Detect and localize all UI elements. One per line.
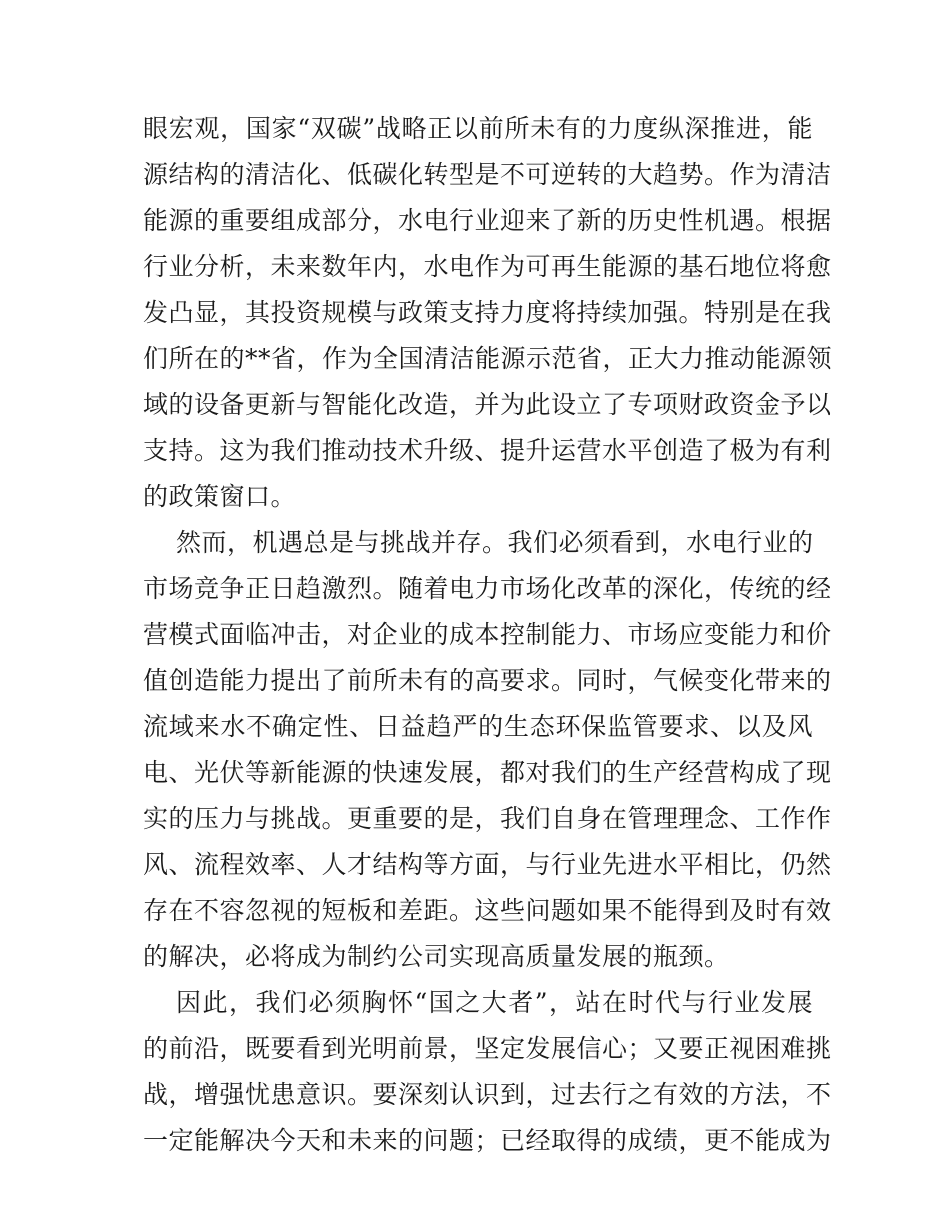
text-line: 营模式面临冲击，对企业的成本控制能力、市场应变能力和价	[143, 620, 832, 649]
paragraph-3	[143, 980, 832, 1164]
text-line: 域的设备更新与智能化改造，并为此设立了专项财政资金予以	[143, 390, 832, 419]
text-line: 因此，我们必须胸怀“国之大者”，站在时代与行业发展	[176, 988, 813, 1017]
text-line: 的解决，必将成为制约公司实现高质量发展的瓶颈。	[143, 942, 730, 971]
text-line: 眼宏观，国家“双碳”战略正以前所未有的力度纵深推进，能	[143, 114, 813, 143]
text-line: 风、流程效率、人才结构等方面，与行业先进水平相比，仍然	[143, 850, 832, 879]
paragraph-2	[143, 520, 832, 980]
text-line: 战，增强忧患意识。要深刻认识到，过去行之有效的方法，不	[143, 1080, 832, 1109]
text-line: 行业分析，未来数年内，水电作为可再生能源的基石地位将愈	[143, 252, 832, 281]
text-line: 的政策窗口。	[143, 482, 297, 511]
text-line: 市场竞争正日趋激烈。随着电力市场化改革的深化，传统的经	[143, 574, 832, 603]
text-line: 们所在的**省，作为全国清洁能源示范省，正大力推动能源领	[143, 344, 833, 373]
text-line: 存在不容忽视的短板和差距。这些问题如果不能得到及时有效	[143, 896, 832, 925]
text-line: 能源的重要组成部分，水电行业迎来了新的历史性机遇。根据	[143, 206, 832, 235]
text-line: 发凸显，其投资规模与政策支持力度将持续加强。特别是在我	[143, 298, 832, 327]
paragraph-1	[143, 106, 833, 520]
body-text	[143, 106, 833, 1164]
text-line: 源结构的清洁化、低碳化转型是不可逆转的大趋势。作为清洁	[143, 160, 832, 189]
text-line: 值创造能力提出了前所未有的高要求。同时，气候变化带来的	[143, 666, 832, 695]
text-line: 一定能解决今天和未来的问题；已经取得的成绩，更不能成为	[143, 1126, 832, 1155]
text-line: 电、光伏等新能源的快速发展，都对我们的生产经营构成了现	[143, 758, 832, 787]
text-line: 的前沿，既要看到光明前景，坚定发展信心；又要正视困难挑	[143, 1034, 832, 1063]
text-line: 然而，机遇总是与挑战并存。我们必须看到，水电行业的	[176, 528, 814, 557]
text-line: 流域来水不确定性、日益趋严的生态环保监管要求、以及风	[143, 712, 813, 741]
text-line: 支持。这为我们推动技术升级、提升运营水平创造了极为有利	[143, 436, 832, 465]
text-line: 实的压力与挑战。更重要的是，我们自身在管理理念、工作作	[143, 804, 832, 833]
